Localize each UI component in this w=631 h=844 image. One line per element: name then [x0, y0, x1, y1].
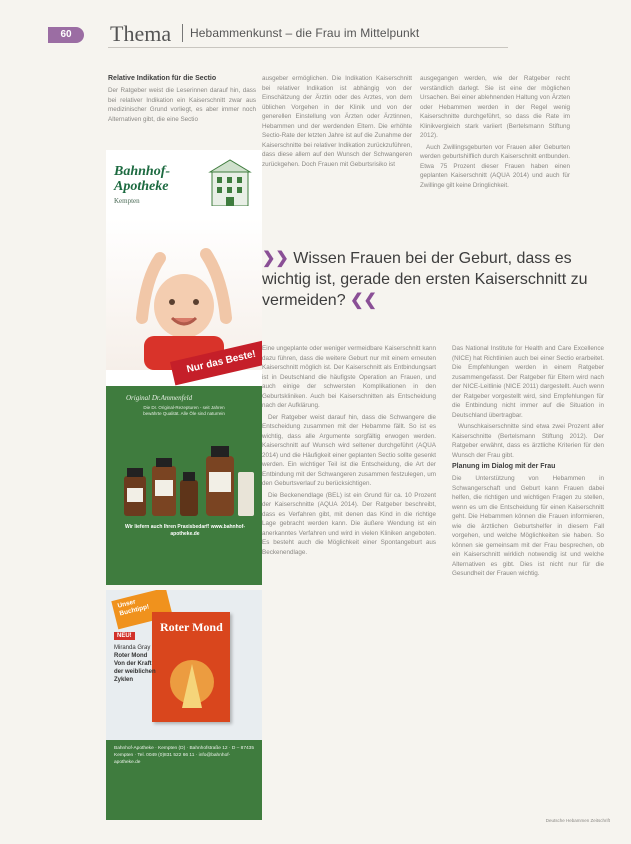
section-title: Thema — [110, 21, 172, 46]
subheading-relative-indikation: Relative Indikation für die Sectio — [108, 75, 217, 82]
logo-line-2: Apotheke — [114, 179, 169, 194]
logo-line-1: Bahnhof- — [114, 164, 171, 179]
book-cover-illustration-icon — [152, 612, 230, 722]
subheading-planung: Planung im Dialog mit der Frau — [452, 463, 556, 470]
paragraph: Wunschkaiserschnitte sind etwa zwei Prozent aller Kaiserschnitte (Bertelsmann Stiftung 2012). Der Ratgeber erwähnt, dass es ärztliche Kriterien für den Wunsch der Frau gibt. — [452, 423, 604, 459]
paragraph: Der Ratgeber weist die Leserinnen darauf hin, dass bei relativer Indikation ein Kaiserschnitt zwar aus medizinischer Grund vorliegt, es aber immer noch Alternativen gibt, die eine Sectio — [108, 87, 256, 123]
building-illustration-icon — [208, 158, 252, 206]
book-cover — [152, 612, 230, 722]
logo-city: Kempten — [114, 197, 140, 205]
text-column-3 — [420, 74, 570, 234]
text-column-4 — [262, 344, 436, 814]
pharmacy-logo — [114, 164, 170, 206]
book-tip-badge: Unser Buchtipp! — [111, 590, 172, 629]
paragraph: Auch Zwillingsgeburten vor Frauen aller Geburten werden geburtshilflich durch Kaiserschnitt entbunden. Etwa 75 Prozent dieser Frauen haben einen geplanten Kaiserschnitt (AQUA 2014) und auch für Zwillinge gilt keine Dringlichkeit. — [420, 143, 570, 189]
section-subtitle: Hebammenkunst – die Frau im Mittelpunkt — [190, 26, 420, 40]
paragraph: Eine ungeplante oder weniger vermeidbare Kaiserschnitt kann dazu führen, dass die weitere Geburt nur mit einem erneuten Kaiserschnitt möglich ist. Der Kaiserschnitt als Entbindungsart ist in Deutschland die häufigste Operation an Frauen, und auch einige der schwersten Komplikationen in den Geburtskliniken. Auch bei Kaiserschnitten als Entscheidung nach der Aufklärung. — [262, 345, 436, 409]
text-column-5 — [452, 344, 604, 814]
paragraph: Die Beckenendlage (BEL) ist ein Grund für ca. 10 Prozent der Kaiserschnitte (AQUA 2014). Der Ratgeber beschreibt, dass es Verfahren gibt, mit denen das Kind in die richtige Lage gebracht werden kann. Die äußere Wendung ist ein anerkanntes Verfahren und wird in vielen Kliniken angeboten. Es besteht auch die Möglichkeit einer Spontangeburt aus Beckenendlage. — [262, 491, 436, 556]
ad-description: Die Dr. Original-Rezepturen - seit Jahren bewährte Qualität. Alle Öle sind naturrein — [143, 405, 225, 416]
new-badge: NEU! — [114, 632, 135, 640]
quote-close-icon: ❮❮ — [350, 292, 377, 309]
paragraph: Die Unterstützung von Hebammen in Schwangerschaft und Geburt kann Frauen dabei helfen, die richtigen und wichtigen Fragen zu stellen, wenn es um die Entscheidung für einen Kaiserschnitt geht. Die Hebammen können die Frauen informieren, wie die ärztlichen Geburtshelfer in diesem Fall vorgehen, und welche Möglichkeiten sie haben. So können sie gemeinsam mit der Frau besprechen, ob ein Kaiserschnitt wirklich notwendig ist und welche Alternativen es gibt. Dies ist nicht nur für die Gesundheit der Frauen wichtig. — [452, 475, 604, 577]
page-footer: Deutsche Hebammen Zeitschrift — [545, 818, 610, 823]
paragraph: Der Ratgeber weist darauf hin, dass die Schwangere die Entscheidung zusammen mit der Hebamme fällt. So ist es wichtig, dass alle Argumente sorgfältig erwogen werden. Kaiserschnitt auf Wunsch wird seltener durchgeführt (AQUA 2014) und die Häufigkeit einer geplanten Sectio sollte gesenkt werden. Ein wichtiger Teil ist die Entscheidung, die Art der Entbindung mit der Schwangeren zusammen festzulegen, um den Geburtsverlauf zu berücksichtigen. — [262, 413, 436, 487]
book-advertisement[interactable] — [106, 590, 262, 820]
ad-banner: Nur das Beste! — [170, 340, 262, 386]
book-subtitle: Von der Kraft der weiblichen Zyklen — [114, 661, 156, 683]
paragraph: ausgeber ermöglichen. Die Indikation Kaiserschnitt bei relativer Indikation ist abhängig von der Einschätzung der Ärztin oder des Arztes, von dem üblichen Vorgehen in der Klinik und von der generellen Einstellung von Ärzten oder Ärztinnen, Hebammen und der werdenden Eltern. Die erhöhte Sectio-Rate der letzten Jahre ist auf die Zunahme der Kaiserschnitte bei relativer Indikation zurückzuführen, dass diese allem auf den Wunsch der Schwangeren zurückgehen. Doch Frauen mit Geburtsrisiko ist — [262, 75, 412, 168]
quote-open-icon: ❯❯ — [262, 250, 289, 267]
book-title: Roter Mond — [114, 653, 148, 659]
pharmacy-address: Bahnhof-Apotheke · Kempten (D) · Bahnhofstraße 12 · D – 87435 Kempten · Tel. 0049 (0)831 522 66 11 · info@bahnhof-apotheke.de — [114, 746, 254, 765]
pull-quote — [262, 248, 592, 311]
page-number: 60 — [48, 27, 84, 43]
paragraph: ausgegangen werden, wie der Ratgeber recht verständlich darlegt. Sie ist eine der möglichen Ursachen. Bei einer ablehnenden Haltung von Ärzten oder Hebammen werden in der Regel wenig Kaiserschnitte durchgeführt, so dass die Rate im Klinikvergleich stark variiert (Bertelsmann Stiftung 2012). — [420, 75, 570, 139]
paragraph: Das National Institute for Health and Care Excellence (NICE) hat Richtlinien auch bei einer Sectio erarbeitet. Die Empfehlungen werden in einem Ratgeber zusammengefasst. Der Ratgeber für Eltern wird nach der NICE-Leitlinie (NICE 2011) dargestellt. Auch wenn der Ratgeber vorgestellt wird, sind Empfehlungen für die Entbindung nicht immer auf die Situation in Deutschland übertragbar. — [452, 345, 604, 419]
text-column-2 — [262, 74, 412, 234]
text-column-1 — [108, 74, 256, 138]
header-rule — [108, 47, 508, 48]
book-cover-title: Roter Mond — [160, 620, 223, 634]
ad-url-text[interactable]: Wir liefern auch Ihren Praxisbedarf! www.bahnhof-apotheke.de — [124, 524, 246, 537]
book-info — [114, 644, 162, 684]
oil-bottles-icon — [118, 442, 258, 522]
pharmacy-advertisement[interactable] — [106, 150, 262, 585]
book-author: Miranda Gray — [114, 645, 151, 651]
pull-quote-text: Wissen Frauen bei der Geburt, dass es wichtig ist, gerade den ersten Kaiserschnitt zu vermeiden? — [262, 250, 588, 309]
ad-brand-line: Original Dr.Ammenfeld — [126, 394, 193, 402]
header-separator — [182, 24, 183, 42]
